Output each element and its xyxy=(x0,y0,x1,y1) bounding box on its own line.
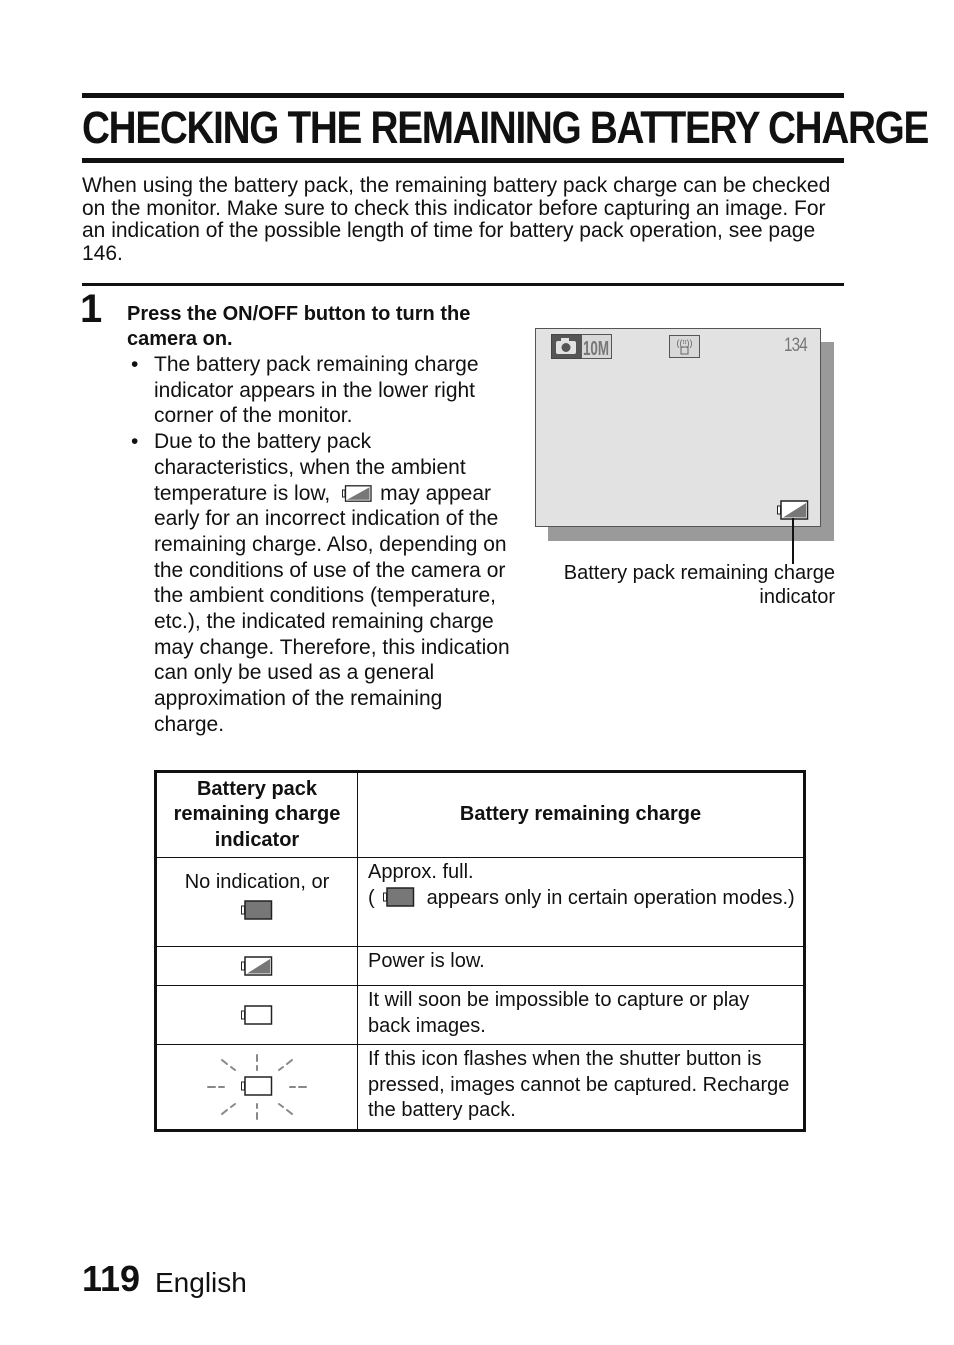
indicator-cell xyxy=(156,986,358,1045)
paren-open: ( xyxy=(368,886,375,909)
battery-full-icon xyxy=(241,900,273,921)
battery-full-icon xyxy=(383,887,415,908)
description-line xyxy=(368,886,795,912)
battery-low-icon xyxy=(342,485,372,502)
bullet-item xyxy=(127,429,512,737)
table-row xyxy=(156,986,805,1045)
svg-text:((ᵗᵗ)): ((ᵗᵗ)) xyxy=(676,338,693,348)
bullet-mark: • xyxy=(131,430,139,454)
table-row xyxy=(156,858,805,947)
table-row xyxy=(156,947,805,986)
bullet-text: The battery pack remaining charge indicator appears in the lower right corner of the monitor. xyxy=(154,353,479,428)
battery-low-icon xyxy=(241,956,273,977)
callout-line xyxy=(792,518,794,564)
title-rule-bottom xyxy=(82,158,844,163)
bullet-text-cont: may appear early for an incorrect indication of the remaining charge. Also, depending on the conditions of use of the camera or the ambient conditions (temperature, etc.), the indicated remaining charge may change. Therefore, this indication can only be used as a general approximation of the remaining charge. xyxy=(154,481,510,736)
description-cell: Power is low. xyxy=(358,947,805,986)
callout-label: Battery pack remaining charge indicator xyxy=(563,562,835,608)
resolution-label: 10M xyxy=(583,338,609,360)
title-rule-top xyxy=(82,93,844,98)
step-bullets xyxy=(127,352,512,738)
step-heading: Press the ON/OFF button to turn the camera on. xyxy=(127,303,471,350)
bullet-text: Due to the battery pack characteristics, when the ambient temperature is low, xyxy=(154,430,466,505)
bullet-item xyxy=(127,352,512,429)
description-cell: It will soon be impossible to capture or play back images. xyxy=(358,986,805,1045)
intro-paragraph: When using the battery pack, the remaining battery pack charge can be checked on the monitor. Make sure to check this indicator before capturing an image. For an indication of the possible length of time for battery pack operation, see page 146. xyxy=(82,174,831,265)
shot-count: 134 xyxy=(784,335,807,356)
section-rule xyxy=(82,283,844,286)
stabilizer-icon xyxy=(669,335,701,359)
battery-empty-icon xyxy=(241,1005,273,1026)
bullet-mark: • xyxy=(131,353,139,376)
description-text: appears only in certain operation modes.) xyxy=(426,886,795,909)
indicator-cell xyxy=(156,1045,358,1131)
description-line: Approx. full. xyxy=(368,861,474,883)
table-row xyxy=(156,1045,805,1131)
step-number: 1 xyxy=(80,287,103,331)
page-title: CHECKING THE REMAINING BATTERY CHARGE xyxy=(82,102,928,153)
indicator-cell xyxy=(156,858,358,947)
description-cell xyxy=(358,858,805,947)
page-number: 119 xyxy=(82,1258,141,1299)
indicator-text: No indication, or xyxy=(184,871,330,893)
camera-mode-icon xyxy=(551,334,613,360)
table-header-row xyxy=(156,772,805,858)
page-language: English xyxy=(155,1267,247,1298)
table-header-charge: Battery remaining charge xyxy=(358,772,805,858)
table-header-indicator: Battery pack remaining charge indicator xyxy=(156,772,358,858)
battery-indicator-table xyxy=(154,770,806,1132)
description-cell: If this icon flashes when the shutter button is pressed, images cannot be captured. Recharge the battery pack. xyxy=(358,1045,805,1131)
indicator-cell xyxy=(156,947,358,986)
battery-flashing-icon xyxy=(202,1052,312,1122)
